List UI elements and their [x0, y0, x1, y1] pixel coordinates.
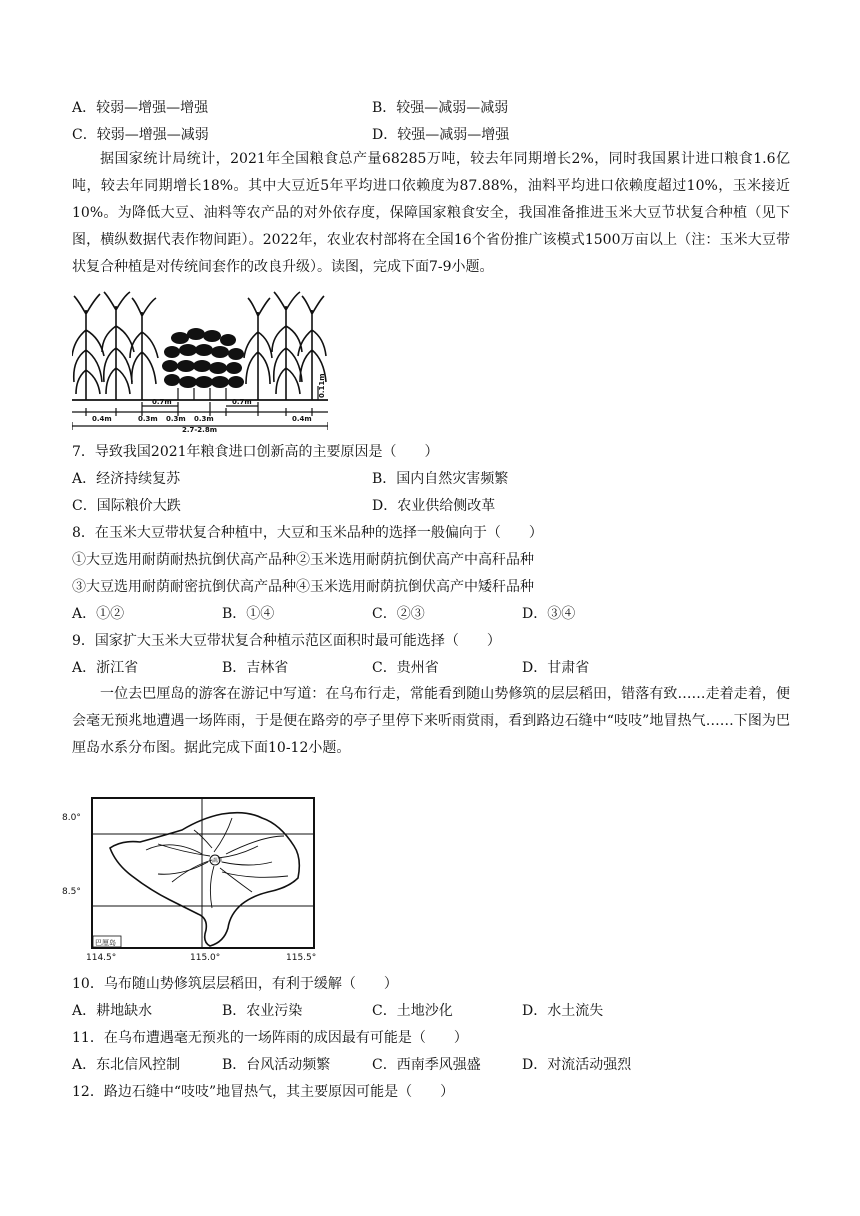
- q8-choice-line-2: ③大豆选用耐荫耐密抗倒伏高产品种④玉米选用耐荫抗倒伏高产中矮秆品种: [72, 579, 534, 595]
- spacing-label-6: 0.7m: [232, 398, 252, 406]
- q8-option-b: B．①④: [222, 606, 275, 622]
- lon-label-114-5: 114.5°: [86, 953, 117, 962]
- q9-stem: 9．国家扩大玉米大豆带状复合种植示范区面积时最可能选择（ ）: [72, 633, 501, 649]
- q8-stem: 8．在玉米大豆带状复合种植中，大豆和玉米品种的选择一般偏向于（ ）: [72, 525, 543, 541]
- passage-grain-import: 据国家统计局统计，2021年全国粮食总产量68285万吨，较去年同期增长2%，同时我国累计进口粮食1.6亿吨，较去年同期增长18%。其中大豆近5年平均进口依赖度为87.88%，油料平均进口依赖度超过10%，玉米接近10%。为降低大豆、油料等农产品的对外依存度，保障国家粮食安全，我国准备推进玉米大豆节状复合种植（见下图，横纵数据代表作物间距）。2022年，农业农村部将在全国16个省份推广该模式1500万亩以上（注：玉米大豆带状复合种植是对传统间套作的改良升级）。读图，完成下面7-9小题。: [72, 151, 790, 275]
- passage-bali-travel: 一位去巴厘岛的游客在游记中写道：在乌布行走，常能看到随山势修筑的层层稻田，错落有致……走着走着，便会毫无预兆地遭遇一场阵雨，于是便在路旁的亭子里停下来听雨赏雨，看到路边石缝中“吱吱”地冒热气……下图为巴厘岛水系分布图。据此完成下面10-12小题。: [72, 686, 790, 756]
- q7-option-b: B．国内自然灾害频繁: [372, 471, 509, 487]
- q8-option-d: D．③④: [522, 606, 576, 622]
- strip-planting-figure: [72, 290, 328, 432]
- q11-option-b: B．台风活动频繁: [222, 1057, 331, 1073]
- spacing-label-7: 0.4m: [292, 415, 312, 423]
- spacing-label-2: 0.7m: [152, 398, 172, 406]
- q9-option-c: C．贵州省: [372, 660, 439, 676]
- total-width-label: 2.7-2.8m: [182, 426, 217, 432]
- q7-option-c: C．国际粮价大跌: [72, 498, 181, 514]
- q10-option-c: C．土地沙化: [372, 1003, 453, 1019]
- q11-option-c: C．西南季风强盛: [372, 1057, 481, 1073]
- q12-stem: 12．路边石缝中“吱吱”地冒热气，其主要原因可能是（ ）: [72, 1084, 455, 1100]
- lat-label-8-5: 8.5°: [62, 887, 81, 897]
- lon-label-115-5: 115.5°: [286, 953, 317, 962]
- height-label: 0.11m: [318, 373, 326, 398]
- q8-option-c: C．②③: [372, 606, 425, 622]
- q10-option-a: A．耕地缺水: [72, 1003, 153, 1019]
- spacing-label-1: 0.4m: [92, 415, 112, 423]
- q10-option-d: D．水土流失: [522, 1003, 604, 1019]
- q10-option-b: B．农业污染: [222, 1003, 303, 1019]
- map-name-label: 巴厘岛: [95, 939, 116, 947]
- q6-option-d: D．较强—减弱—增强: [372, 127, 510, 143]
- q10-stem: 10．乌布随山势修筑层层稻田，有利于缓解（ ）: [72, 976, 398, 992]
- lake-label: 湖泊: [212, 858, 223, 864]
- q11-stem: 11．在乌布遭遇毫无预兆的一场阵雨的成因最有可能是（ ）: [72, 1030, 468, 1046]
- q8-choice-line-1: ①大豆选用耐荫耐热抗倒伏高产品种②玉米选用耐荫抗倒伏高产中高秆品种: [72, 552, 534, 568]
- q6-option-a: A．较弱—增强—增强: [72, 100, 209, 116]
- spacing-label-4: 0.3m: [166, 415, 186, 423]
- q8-option-a: A．①②: [72, 606, 125, 622]
- lon-label-115-0: 115.0°: [190, 953, 221, 962]
- lat-label-8-0: 8.0°: [62, 813, 81, 823]
- q11-option-d: D．对流活动强烈: [522, 1057, 632, 1073]
- q7-stem: 7．导致我国2021年粮食进口创新高的主要原因是（ ）: [72, 444, 439, 460]
- spacing-label-5: 0.3m: [194, 415, 214, 423]
- bali-water-map: [62, 796, 318, 962]
- q9-option-a: A．浙江省: [72, 660, 139, 676]
- q7-option-d: D．农业供给侧改革: [372, 498, 496, 514]
- q6-option-c: C．较弱—增强—减弱: [72, 127, 209, 143]
- q9-option-d: D．甘肃省: [522, 660, 590, 676]
- q7-option-a: A．经济持续复苏: [72, 471, 181, 487]
- spacing-label-3: 0.3m: [138, 415, 158, 423]
- q9-option-b: B．吉林省: [222, 660, 289, 676]
- q11-option-a: A．东北信风控制: [72, 1057, 181, 1073]
- q6-option-b: B．较强—减弱—减弱: [372, 100, 509, 116]
